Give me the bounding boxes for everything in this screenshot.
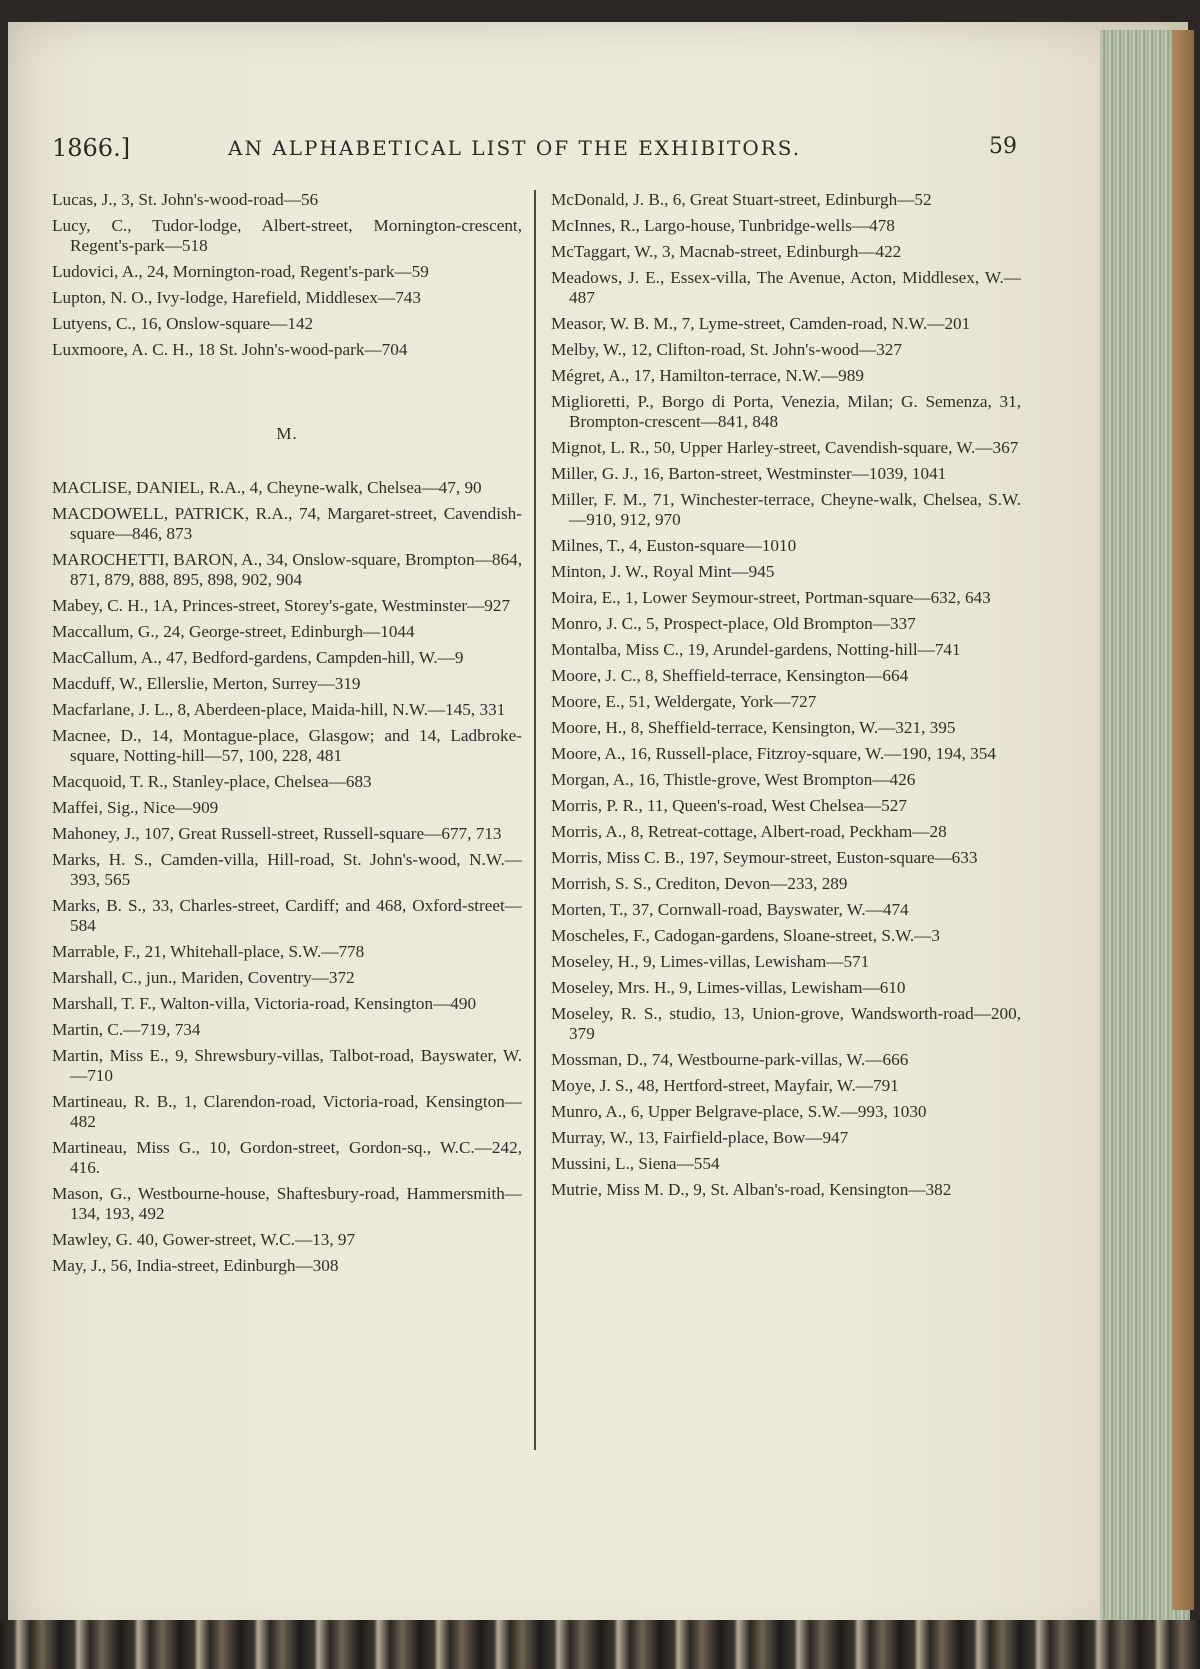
exhibitor-entry: May, J., 56, India-street, Edinburgh—308 [52, 1256, 339, 1275]
exhibitor-entry: MACLISE, DANIEL, R.A., 4, Cheyne-walk, Chelsea—47, 90 [52, 478, 482, 497]
exhibitor-entry: Moseley, R. S., studio, 13, Union-grove, Wandsworth-road—200, 379 [551, 1004, 1021, 1043]
exhibitor-entry: Meadows, J. E., Essex-villa, The Avenue, Acton, Middlesex, W.—487 [551, 268, 1021, 307]
book-page [8, 22, 1188, 1642]
exhibitor-entry: Moye, J. S., 48, Hertford-street, Mayfair, W.—791 [551, 1076, 899, 1095]
exhibitor-entry: Mignot, L. R., 50, Upper Harley-street, Cavendish-square, W.—367 [551, 438, 1019, 457]
exhibitor-entry: Morrish, S. S., Crediton, Devon—233, 289 [551, 874, 848, 893]
exhibitor-entry: Miglioretti, P., Borgo di Porta, Venezia, Milan; G. Semenza, 31, Brompton-crescent—841, 848 [551, 392, 1021, 431]
exhibitor-entry: MACDOWELL, PATRICK, R.A., 74, Margaret-street, Cavendish-square—846, 873 [52, 504, 522, 543]
left-column [52, 190, 522, 1282]
entries-before-section [52, 190, 522, 360]
exhibitor-entry: MacCallum, A., 47, Bedford-gardens, Campden-hill, W.—9 [52, 648, 464, 667]
exhibitor-entry: Mossman, D., 74, Westbourne-park-villas, W.—666 [551, 1050, 909, 1069]
exhibitor-entry: McInnes, R., Largo-house, Tunbridge-wells—478 [551, 216, 895, 235]
exhibitor-entry: Martineau, R. B., 1, Clarendon-road, Victoria-road, Kensington—482 [52, 1092, 522, 1131]
exhibitor-entry: McTaggart, W., 3, Macnab-street, Edinburgh—422 [551, 242, 902, 261]
exhibitor-entry: Moira, E., 1, Lower Seymour-street, Portman-square—632, 643 [551, 588, 991, 607]
right-entries [551, 190, 1021, 1200]
exhibitor-entry: Marshall, C., jun., Mariden, Coventry—372 [52, 968, 355, 987]
exhibitor-entry: Mahoney, J., 107, Great Russell-street, Russell-square—677, 713 [52, 824, 502, 843]
exhibitor-entry: Morgan, A., 16, Thistle-grove, West Brompton—426 [551, 770, 916, 789]
exhibitor-entry: Mabey, C. H., 1A, Princes-street, Storey's-gate, Westminster—927 [52, 596, 511, 615]
exhibitor-entry: Martin, Miss E., 9, Shrewsbury-villas, Talbot-road, Bayswater, W.—710 [52, 1046, 522, 1085]
exhibitor-entry: Monro, J. C., 5, Prospect-place, Old Brompton—337 [551, 614, 916, 633]
exhibitor-entry: Mawley, G. 40, Gower-street, W.C.—13, 97 [52, 1230, 356, 1249]
exhibitor-entry: Martin, C.—719, 734 [52, 1020, 201, 1039]
exhibitor-entry: Mussini, L., Siena—554 [551, 1154, 720, 1173]
exhibitor-entry: Marks, B. S., 33, Charles-street, Cardiff; and 468, Oxford-street—584 [52, 896, 522, 935]
exhibitor-entry: Macfarlane, J. L., 8, Aberdeen-place, Maida-hill, N.W.—145, 331 [52, 700, 506, 719]
exhibitor-entry: Moore, H., 8, Sheffield-terrace, Kensington, W.—321, 395 [551, 718, 956, 737]
exhibitor-entry: Moseley, H., 9, Limes-villas, Lewisham—571 [551, 952, 870, 971]
exhibitor-entry: Macduff, W., Ellerslie, Merton, Surrey—319 [52, 674, 361, 693]
exhibitor-entry: Miller, F. M., 71, Winchester-terrace, Cheyne-walk, Chelsea, S.W.—910, 912, 970 [551, 490, 1021, 529]
exhibitor-entry: Murray, W., 13, Fairfield-place, Bow—947 [551, 1128, 849, 1147]
exhibitor-entry: Mason, G., Westbourne-house, Shaftesbury-road, Hammersmith—134, 193, 492 [52, 1184, 522, 1223]
exhibitor-entry: Lucy, C., Tudor-lodge, Albert-street, Mornington-crescent, Regent's-park—518 [52, 216, 522, 255]
exhibitor-entry: Moore, A., 16, Russell-place, Fitzroy-square, W.—190, 194, 354 [551, 744, 996, 763]
exhibitor-entry: Luxmoore, A. C. H., 18 St. John's-wood-park—704 [52, 340, 408, 359]
exhibitor-entry: Mutrie, Miss M. D., 9, St. Alban's-road, Kensington—382 [551, 1180, 952, 1199]
exhibitor-entry: McDonald, J. B., 6, Great Stuart-street, Edinburgh—52 [551, 190, 932, 209]
exhibitor-entry: Miller, G. J., 16, Barton-street, Westminster—1039, 1041 [551, 464, 947, 483]
exhibitor-entry: Melby, W., 12, Clifton-road, St. John's-wood—327 [551, 340, 902, 359]
exhibitor-entry: Martineau, Miss G., 10, Gordon-street, Gordon-sq., W.C.—242, 416. [52, 1138, 522, 1177]
page-number: 59 [989, 134, 1017, 159]
exhibitor-entry: MAROCHETTI, BARON, A., 34, Onslow-square, Brompton—864, 871, 879, 888, 895, 898, 902, 904 [52, 550, 522, 589]
exhibitor-entry: Morten, T., 37, Cornwall-road, Bayswater, W.—474 [551, 900, 909, 919]
exhibitor-entry: Macquoid, T. R., Stanley-place, Chelsea—683 [52, 772, 372, 791]
header-year: 1866.] [52, 134, 131, 162]
exhibitor-entry: Marrable, F., 21, Whitehall-place, S.W.—778 [52, 942, 365, 961]
exhibitor-entry: Moscheles, F., Cadogan-gardens, Sloane-street, S.W.—3 [551, 926, 940, 945]
entries-after-section [52, 478, 522, 1276]
exhibitor-entry: Macnee, D., 14, Montague-place, Glasgow; and 14, Ladbroke-square, Notting-hill—57, 100, 228, 481 [52, 726, 522, 765]
exhibitor-entry: Milnes, T., 4, Euston-square—1010 [551, 536, 797, 555]
exhibitor-entry: Maffei, Sig., Nice—909 [52, 798, 219, 817]
binding-bottom-edge [0, 1620, 1200, 1669]
exhibitor-entry: Moore, E., 51, Weldergate, York—727 [551, 692, 817, 711]
exhibitor-entry: Moseley, Mrs. H., 9, Limes-villas, Lewisham—610 [551, 978, 906, 997]
exhibitor-entry: Moore, J. C., 8, Sheffield-terrace, Kensington—664 [551, 666, 909, 685]
page-header [52, 134, 1017, 168]
exhibitor-entry: Montalba, Miss C., 19, Arundel-gardens, Notting-hill—741 [551, 640, 961, 659]
exhibitor-entry: Morris, P. R., 11, Queen's-road, West Chelsea—527 [551, 796, 907, 815]
exhibitor-entry: Minton, J. W., Royal Mint—945 [551, 562, 775, 581]
exhibitor-entry: Morris, A., 8, Retreat-cottage, Albert-road, Peckham—28 [551, 822, 947, 841]
header-title: AN ALPHABETICAL LIST OF THE EXHIBITORS. [228, 136, 802, 160]
right-column [551, 190, 1021, 1206]
exhibitor-entry: Mégret, A., 17, Hamilton-terrace, N.W.—989 [551, 366, 864, 385]
exhibitor-entry: Marks, H. S., Camden-villa, Hill-road, St. John's-wood, N.W.—393, 565 [52, 850, 522, 889]
book-cover-edge [1172, 30, 1194, 1610]
exhibitor-entry: Munro, A., 6, Upper Belgrave-place, S.W.—993, 1030 [551, 1102, 927, 1121]
section-letter: M. [276, 424, 298, 443]
exhibitor-entry: Maccallum, G., 24, George-street, Edinburgh—1044 [52, 622, 415, 641]
exhibitor-entry: Ludovici, A., 24, Mornington-road, Regent's-park—59 [52, 262, 429, 281]
exhibitor-entry: Morris, Miss C. B., 197, Seymour-street, Euston-square—633 [551, 848, 978, 867]
column-divider [534, 190, 536, 1450]
exhibitor-entry: Lupton, N. O., Ivy-lodge, Harefield, Middlesex—743 [52, 288, 421, 307]
exhibitor-entry: Lutyens, C., 16, Onslow-square—142 [52, 314, 314, 333]
exhibitor-entry: Lucas, J., 3, St. John's-wood-road—56 [52, 190, 319, 209]
exhibitor-entry: Measor, W. B. M., 7, Lyme-street, Camden-road, N.W.—201 [551, 314, 971, 333]
exhibitor-entry: Marshall, T. F., Walton-villa, Victoria-road, Kensington—490 [52, 994, 477, 1013]
